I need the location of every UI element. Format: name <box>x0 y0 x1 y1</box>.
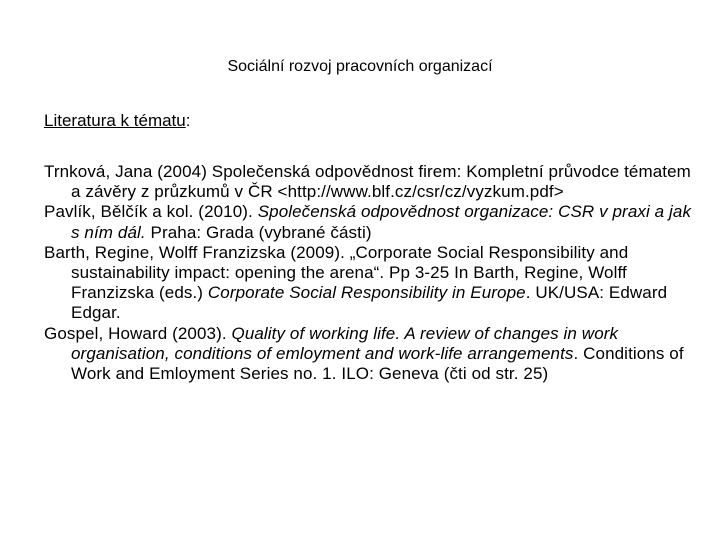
reference-title: Quality of working life. A review of changes in work organisation, conditions of emloyment and work-life arrangements <box>71 323 619 363</box>
reference-title: Corporate Social Responsibility in Europe <box>207 283 526 303</box>
reference-publisher: Praha: Grada (vybrané části) <box>145 222 372 242</box>
reference-publisher: . UK/USA: Edward Edgar. <box>71 283 668 323</box>
reference-publisher: . Conditions of Work and Emloyment Series no. 1. ILO: Geneva (čti od str. 25) <box>71 343 684 384</box>
reference-text: Gospel, Howard (2003). <box>44 323 232 343</box>
reference-text: Barth, Regine, Wolff Franzizska (2009). „Corporate Social Responsibility and sustainability impact: opening the arena“. Pp 3-25 In Barth, Regine, Wolff Franzizska (eds.) <box>44 242 629 303</box>
reference-text: Pavlík, Bělčík a kol. (2010). <box>44 202 258 222</box>
slide-title: Sociální rozvoj pracovních organizací <box>227 58 493 75</box>
reference-pavlik <box>44 202 694 242</box>
reference-gospel <box>44 324 694 385</box>
reference-list <box>44 162 694 384</box>
reference-title: Společenská odpovědnost organizace: CSR v praxi a jak s ním dál. <box>71 202 692 242</box>
literature-heading-text: Literatura k tématu <box>44 111 186 130</box>
reference-trnkova <box>44 162 694 202</box>
reference-text: Trnková, Jana (2004) Společenská odpovědnost firem: Kompletní průvodce tématem a závěry z průzkumů v ČR <http://www.blf.cz/csr/cz/vyzkum.pdf> <box>44 162 691 202</box>
reference-barth <box>44 243 694 324</box>
literature-heading-colon: : <box>185 111 191 130</box>
literature-heading <box>44 110 190 132</box>
